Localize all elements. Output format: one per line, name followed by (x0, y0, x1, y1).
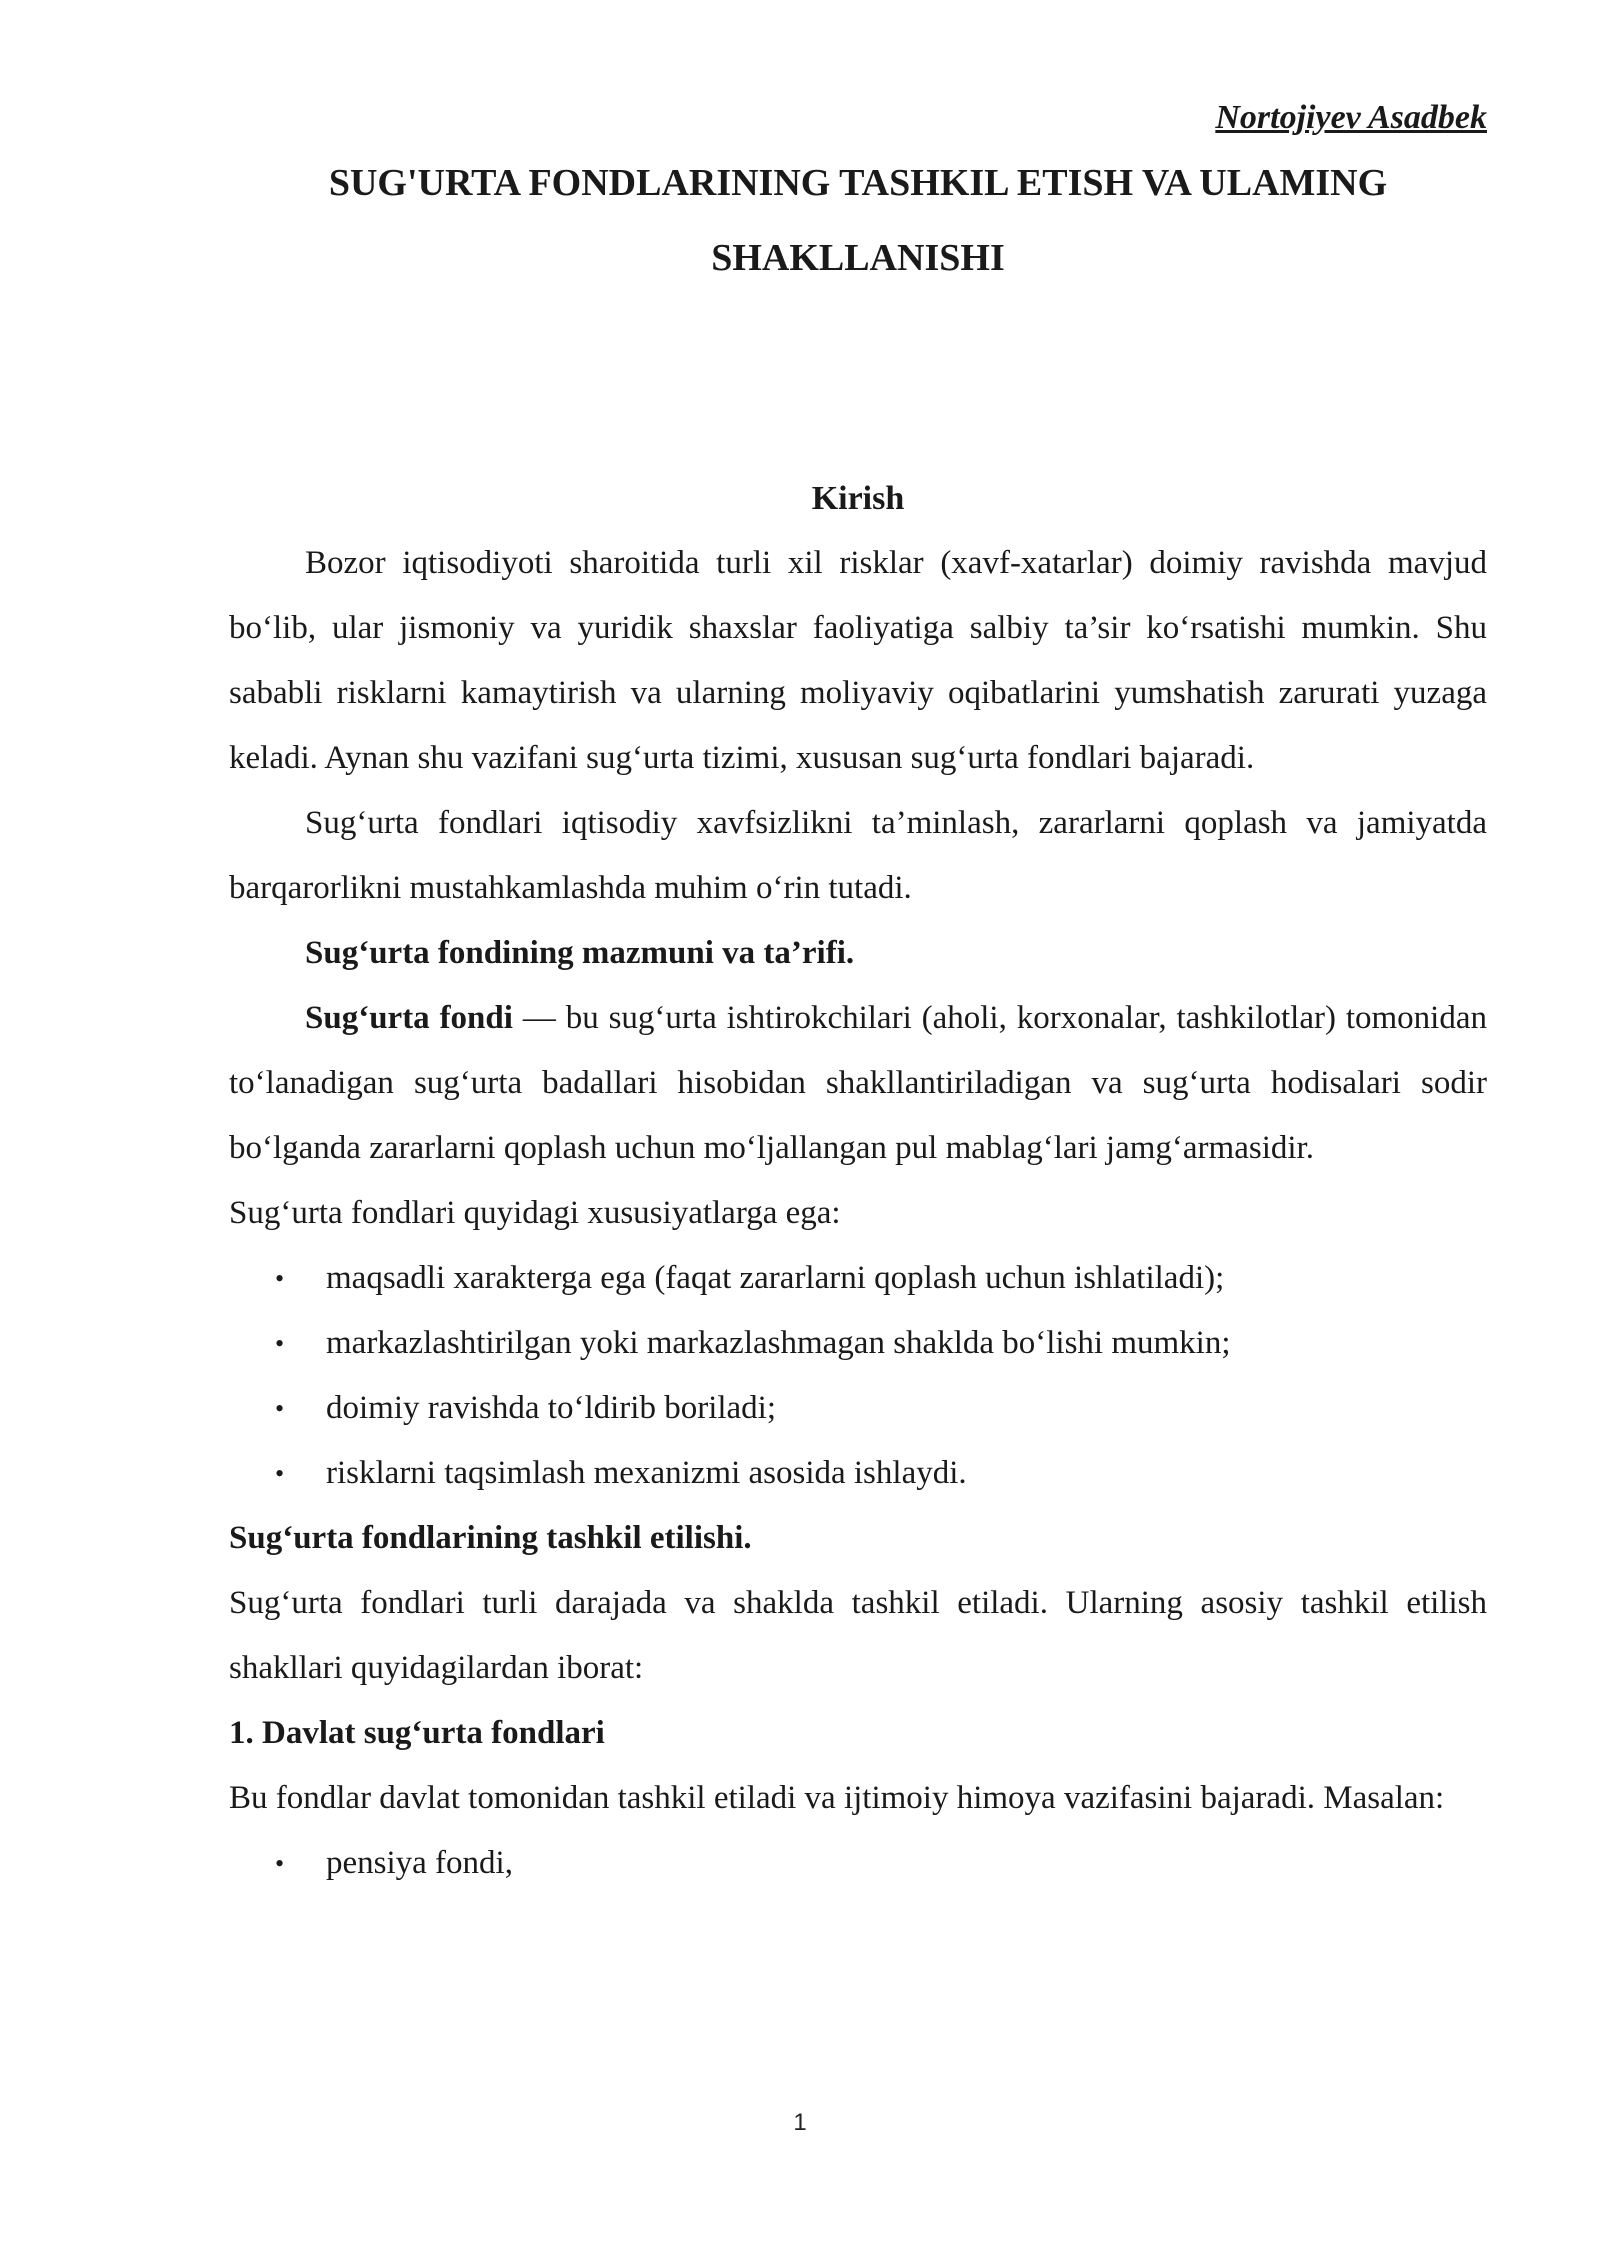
features-intro: Sug‘urta fondlari quyidagi xususiyatlarga ega: (229, 1195, 841, 1231)
intro-heading: Kirish (811, 480, 905, 517)
organization-heading: Sug‘urta fondlarining tashkil etilishi. (229, 1520, 752, 1556)
intro-paragraph-2: Sug‘urta fondlari iqtisodiy xavfsizlikni ta’minlash, zararlarni qoplash va jamiyatda barqarorlikni mustahkamlashda muhim o‘rin tutadi. (229, 805, 1487, 906)
organization-paragraph: Sug‘urta fondlari turli darajada va shaklda tashkil etiladi. Ularning asosiy tashkil etilish shakllari quyidagilardan iborat: (229, 1585, 1487, 1686)
bullet-icon: • (275, 1394, 285, 1423)
list-item (229, 1376, 1487, 1441)
intro-paragraph-1: Bozor iqtisodiyoti sharoitida turli xil risklar (xavf-xatarlar) doimiy ravishda mavjud bo‘lib, ular jismoniy va yuridik shaxslar faoliyatiga salbiy ta’sir ko‘rsatishi mumkin. Shu sababli risklarni kamaytirish va ularning moliyaviy oqibatlarini yumshatish zarurati yuzaga keladi. Aynan shu vazifani sug‘urta tizimi, xususan sug‘urta fondlari bajaradi. (229, 545, 1487, 776)
list-item-text: maqsadli xarakterga ega (faqat zararlarni qoplash uchun ishlatiladi); (326, 1260, 1225, 1296)
title-line-2: SHAKLLANISHI (711, 237, 1005, 279)
bullet-icon: • (275, 1329, 285, 1358)
list-item-text: doimiy ravishda to‘ldirib boriladi; (326, 1390, 777, 1426)
features-list (229, 1246, 1487, 1506)
page-content (229, 90, 1487, 1896)
list-item (229, 1246, 1487, 1311)
bullet-icon: • (275, 1849, 285, 1878)
title-spacer (229, 296, 1487, 466)
page-number: 1 (793, 2109, 807, 2136)
state-funds-paragraph: Bu fondlar davlat tomonidan tashkil etiladi va ijtimoiy himoya vazifasini bajaradi. Masalan: (229, 1780, 1445, 1816)
list-item-text: pensiya fondi, (326, 1845, 513, 1881)
definition-paragraph (229, 986, 1487, 1181)
list-item-text: risklarni taqsimlash mexanizmi asosida ishlaydi. (326, 1455, 967, 1491)
list-item (229, 1441, 1487, 1506)
state-funds-heading: 1. Davlat sug‘urta fondlari (229, 1715, 605, 1751)
document-title (229, 146, 1487, 296)
bullet-icon: • (275, 1459, 285, 1488)
title-line-1: SUG'URTA FONDLARINING TASHKIL ETISH VA ULAMING (328, 162, 1388, 204)
list-item (229, 1311, 1487, 1376)
definition-heading: Sug‘urta fondining mazmuni va ta’rifi. (305, 935, 855, 971)
examples-list (229, 1831, 1487, 1896)
list-item (229, 1831, 1487, 1896)
author-name: Nortojiyev Asadbek (1215, 99, 1487, 136)
definition-term: Sug‘urta fondi (305, 1000, 513, 1036)
definition-text: — bu sug‘urta ishtirokchilari (aholi, korxonalar, tashkilotlar) tomonidan to‘lanadigan sug‘urta badallari hisobidan shakllantiriladigan va sug‘urta hodisalari sodir bo‘lganda zararlarni qoplash uchun mo‘ljallangan pul mablag‘lari jamg‘armasidir. (229, 1000, 1487, 1166)
list-item-text: markazlashtirilgan yoki markazlashmagan shaklda bo‘lishi mumkin; (326, 1325, 1231, 1361)
bullet-icon: • (275, 1264, 285, 1293)
